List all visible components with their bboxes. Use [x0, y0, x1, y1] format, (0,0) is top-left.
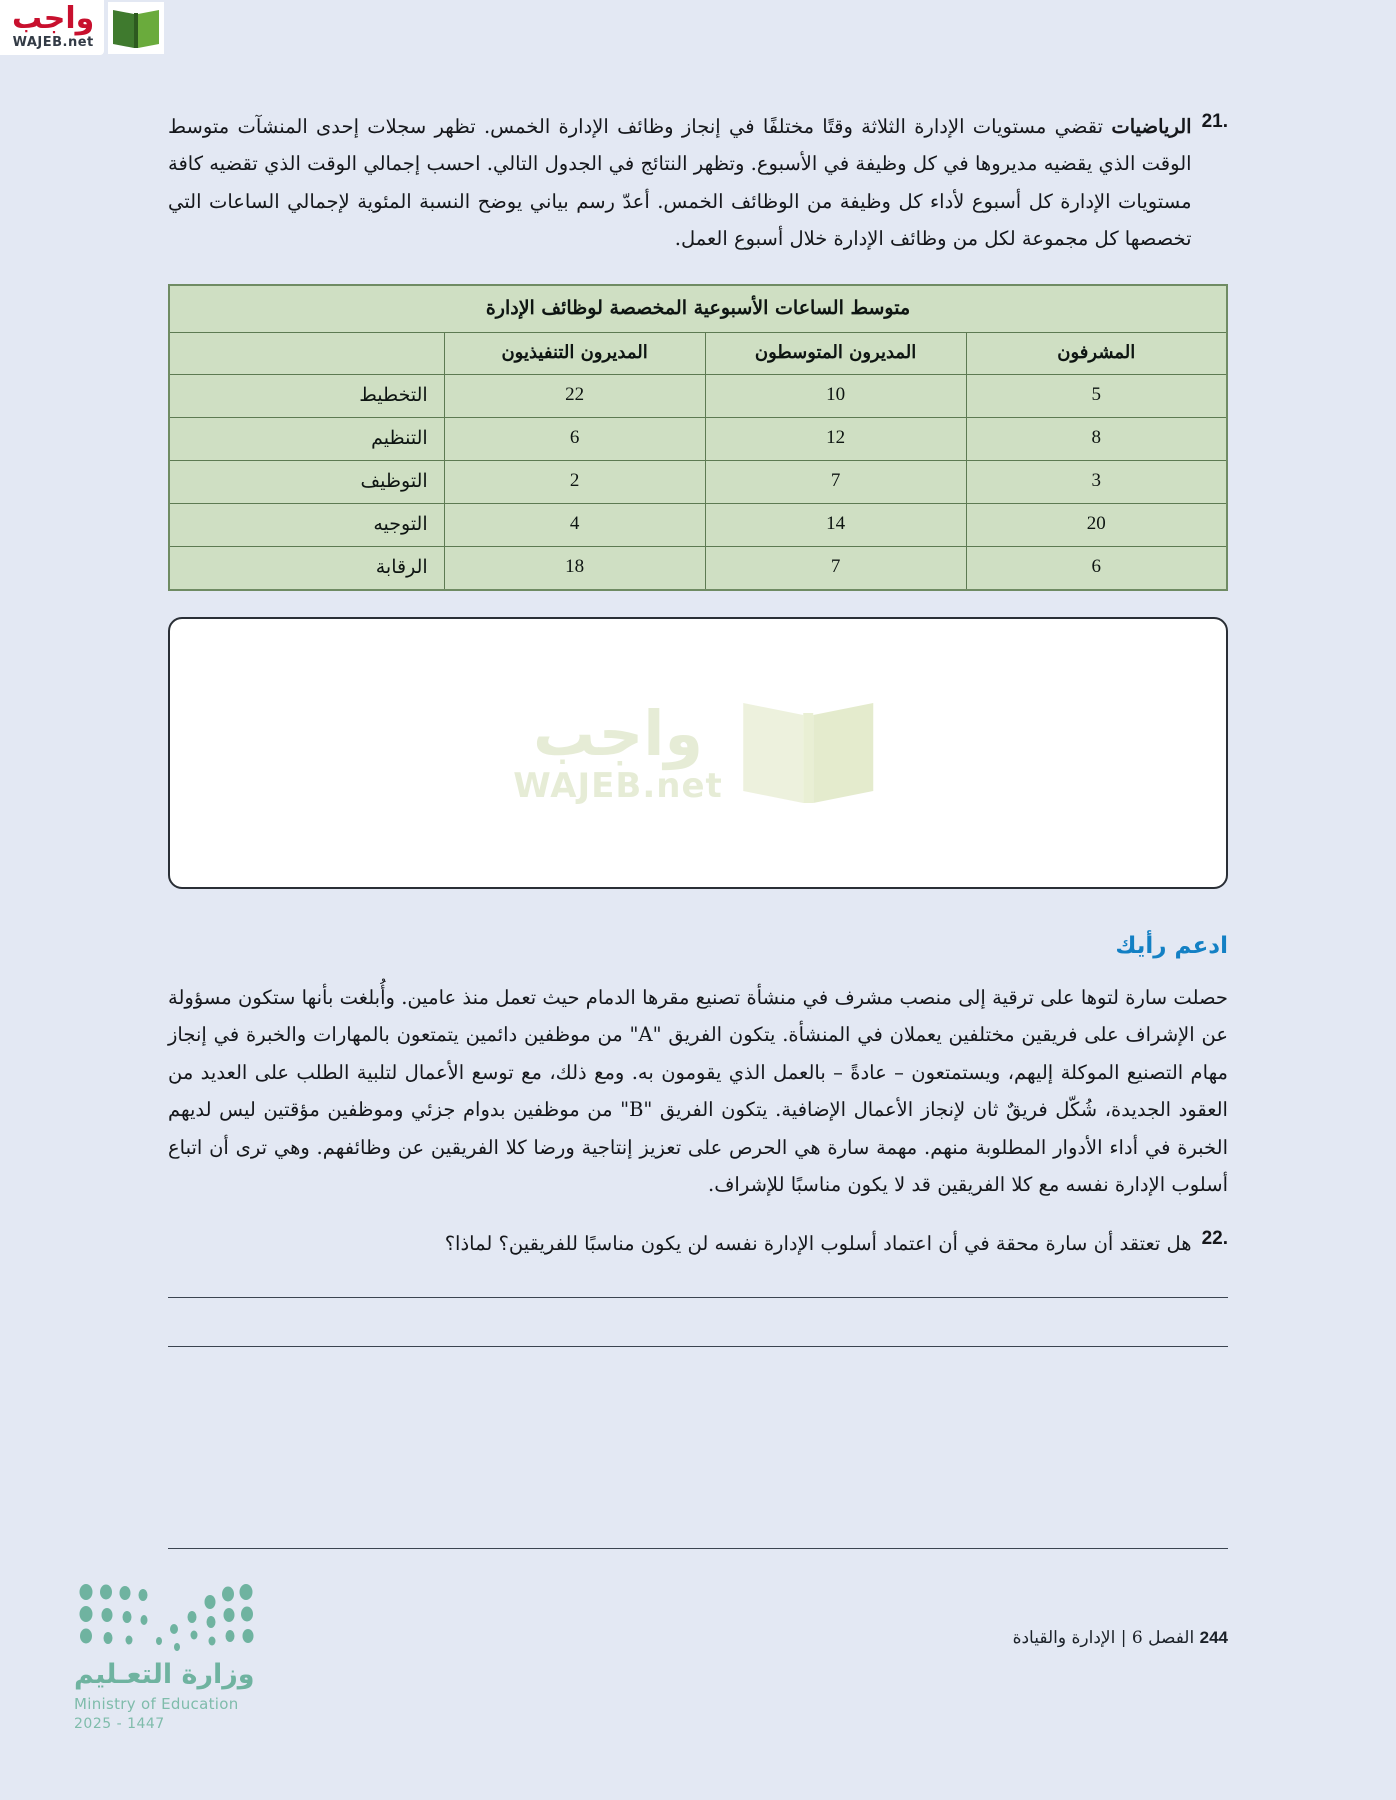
- ministry-of-education-logo: [74, 1584, 304, 1732]
- table-title-row: [169, 285, 1227, 333]
- ministry-dots-emblem-icon: [74, 1584, 304, 1652]
- wajeb-watermark-latin: WAJEB.net: [513, 765, 723, 806]
- footer-chapter-title: الإدارة والقيادة: [1012, 1628, 1116, 1648]
- cell-executive: 22: [444, 374, 705, 417]
- cell-supervisors: 20: [966, 503, 1227, 546]
- ministry-name-english: Ministry of Education: [74, 1694, 239, 1713]
- question-22-text: هل تعتقد أن سارة محقة في أن اعتماد أسلوب الإدارة نفسه لن يكون مناسبًا للفريقين؟ لماذا؟: [444, 1232, 1192, 1256]
- wajeb-watermark-text: [513, 696, 723, 806]
- footer-chapter: الفصل 6: [1131, 1628, 1195, 1648]
- cell-supervisors: 3: [966, 460, 1227, 503]
- hours-table: [168, 284, 1228, 591]
- answer-line-2[interactable]: [168, 1346, 1228, 1347]
- table-row: [169, 417, 1227, 460]
- question-21-body: تقضي مستويات الإدارة الثلاثة وقتًا مختلفًا في إنجاز وظائف الإدارة الخمس. تظهر سجلات إحدى المنشآت متوسط الوقت الذي يقضيه مديروها في كل وظيفة في الأسبوع. وتظهر النتائج في الجدول التالي. احسب إجمالي الوقت الذي تقضيه كافة مستويات الإدارة كل أسبوع لأداء كل وظيفة من الوظائف الخمس. أعدّ رسم بياني يوضح النسبة المئوية لإجمالي الساعات التي تخصصها كل مجموعة لكل من وظائف الإدارة خلال أسبوع العمل.: [168, 115, 1192, 251]
- wajeb-centre-watermark: [513, 685, 883, 821]
- cell-supervisors: 5: [966, 374, 1227, 417]
- question-21-lead: الرياضيات: [1111, 115, 1192, 138]
- ministry-name-arabic: وزارة التعـليم: [74, 1659, 255, 1690]
- table-row: [169, 546, 1227, 590]
- wajeb-latin-label: WAJEB.net: [12, 35, 94, 50]
- section-heading-support-your-opinion: ادعم رأيك: [1115, 932, 1228, 959]
- cell-executive: 2: [444, 460, 705, 503]
- table-title: متوسط الساعات الأسبوعية المخصصة لوظائف الإدارة: [169, 285, 1227, 333]
- cell-function-label: التنظيم: [169, 417, 444, 460]
- cell-supervisors: 6: [966, 546, 1227, 590]
- cell-supervisors: 8: [966, 417, 1227, 460]
- page-content: [168, 108, 1228, 1347]
- cell-middle: 7: [705, 546, 966, 590]
- cell-executive: 4: [444, 503, 705, 546]
- open-book-icon: [108, 2, 164, 58]
- wajeb-watermark-arabic: واجب: [532, 696, 704, 770]
- table-row: [169, 460, 1227, 503]
- cell-function-label: التخطيط: [169, 374, 444, 417]
- question-21-text: [168, 108, 1192, 258]
- question-22: [168, 1225, 1228, 1262]
- cell-function-label: التوجيه: [169, 503, 444, 546]
- answer-line-1[interactable]: [168, 1297, 1228, 1298]
- table-row: [169, 374, 1227, 417]
- footer-separator: |: [1120, 1628, 1127, 1648]
- cell-middle: 12: [705, 417, 966, 460]
- footer-page-info: [1013, 1628, 1228, 1648]
- cell-middle: 10: [705, 374, 966, 417]
- cell-function-label: الرقابة: [169, 546, 444, 590]
- cell-executive: 6: [444, 417, 705, 460]
- question-21: [168, 108, 1228, 258]
- table-row: [169, 503, 1227, 546]
- wajeb-watermark-badge: [0, 0, 164, 58]
- section-paragraph: حصلت سارة لتوها على ترقية إلى منصب مشرف في منشأة تصنيع مقرها الدمام حيث تعمل منذ عامين. وأُبلغت بأنها ستكون مسؤولة عن الإشراف على فريقين مختلفين يعملان في المنشأة. يتكون الفريق "A" من موظفين دائمين يتمتعون بالمهارات والخبرة في إنجاز مهام التصنيع الموكلة إليهم، ويستمتعون – عادةً – بالعمل الذي يقومون به. ومع ذلك، مع توسع الأعمال لتلبية الطلب على العديد من العقود الجديدة، شُكّل فريقٌ ثان لإنجاز الأعمال الإضافية. يتكون الفريق "B" من موظفين بدوام جزئي وموظفين مؤقتين ليس لديهم الخبرة في أداء الأدوار المطلوبة منهم. مهمة سارة هي الحرص على تعزيز إنتاجية ورضا كلا الفريقين عن وظائفهم. وهي ترى أن اتباع أسلوب الإدارة نفسه مع كلا الفريقين قد لا يكون مناسبًا للإشراف.: [168, 985, 1228, 1196]
- column-header-supervisors: المشرفون: [966, 332, 1227, 374]
- cell-executive: 18: [444, 546, 705, 590]
- answer-box[interactable]: [168, 617, 1228, 889]
- hours-table-wrapper: [168, 284, 1228, 591]
- footer-page-number: 244: [1199, 1628, 1228, 1647]
- wajeb-logo-block: [0, 0, 104, 55]
- footer-divider: [168, 1548, 1228, 1549]
- column-header-function: [169, 332, 444, 374]
- wajeb-arabic-label: واجب: [12, 1, 95, 36]
- table-header-row: [169, 332, 1227, 374]
- open-book-watermark-icon: [733, 685, 883, 821]
- column-header-executive-managers: المديرون التنفيذيون: [444, 332, 705, 374]
- column-header-middle-managers: المديرون المتوسطون: [705, 332, 966, 374]
- ministry-years: 2025 - 1447: [74, 1715, 165, 1732]
- question-21-number: 21.: [1201, 111, 1228, 132]
- cell-middle: 14: [705, 503, 966, 546]
- cell-function-label: التوظيف: [169, 460, 444, 503]
- question-22-number: 22.: [1201, 1228, 1228, 1250]
- cell-middle: 7: [705, 460, 966, 503]
